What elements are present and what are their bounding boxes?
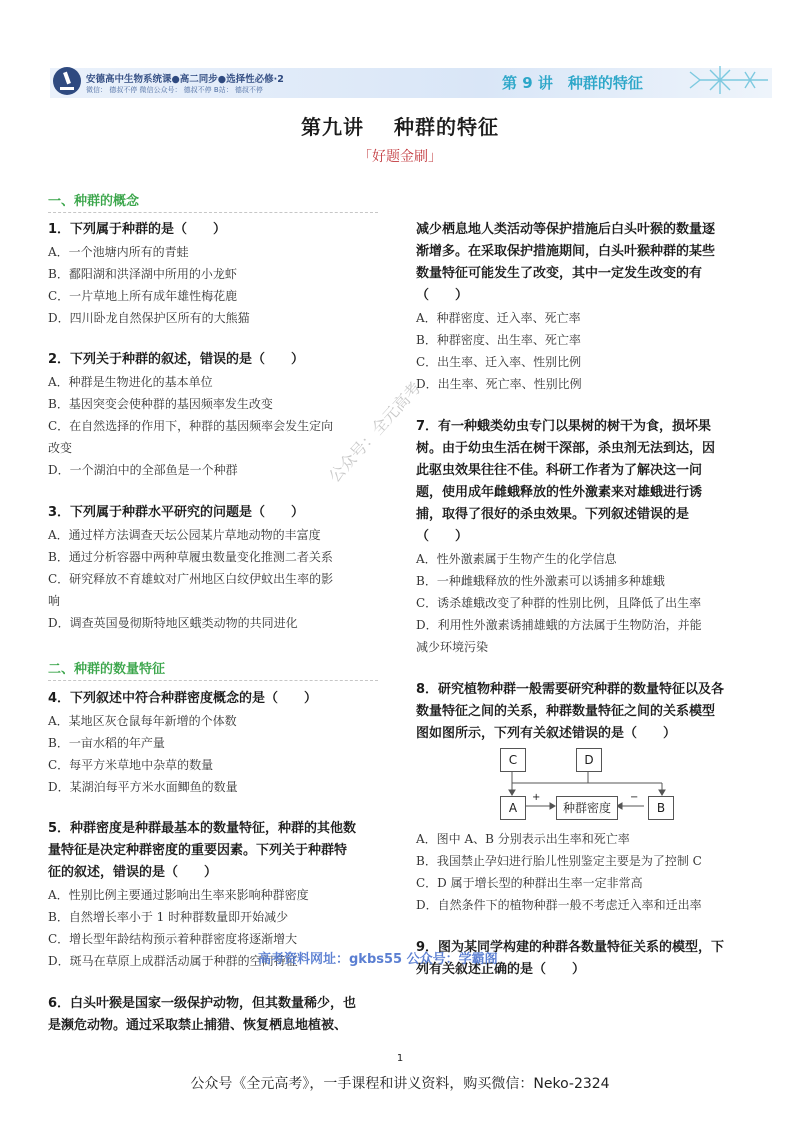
question-7-stem-line1: 7．有一种蛾类幼虫专门以果树的树干为食，损坏果 — [416, 419, 712, 434]
question-8-option-d: D．自然条件下的植物种群一般不考虑迁入率和迁出率 — [416, 898, 702, 912]
question-4-option-c: C．每平方米草地中杂草的数量 — [48, 758, 214, 772]
question-8-stem-line1: 8．研究植物种群一般需要研究种群的数量特征以及各 — [416, 682, 725, 697]
question-6-stem-line1: 6．白头叶猴是国家一级保护动物，但其数量稀少，也 — [48, 996, 357, 1011]
question-2-option-d: D．一个湖泊中的全部鱼是一个种群 — [48, 463, 238, 477]
diagram-node-b: B — [648, 796, 674, 820]
question-8-stem-line3: 图如图所示，下列有关叙述错误的是（ ） — [416, 726, 677, 741]
question-5-stem-line3: 征的叙述，错误的是（ ） — [48, 865, 218, 880]
question-5-stem-line1: 5．种群密度是种群最基本的数量特征，种群的其他数 — [48, 821, 357, 836]
question-3-option-a: A．通过样方法调查天坛公园某片草地动物的丰富度 — [48, 528, 321, 542]
question-2-option-c: C．在自然选择的作用下，种群的基因频率会发生定向 — [48, 419, 334, 433]
title-topic: 种群的特征 — [394, 115, 499, 139]
question-7-stem-line6: （ ） — [416, 529, 469, 544]
question-3-option-c-cont: 响 — [48, 594, 61, 608]
question-7-stem-line4: 题，使用成年雌蛾释放的性外激素来对雄蛾进行诱 — [416, 485, 703, 500]
question-7-option-a: A．性外激素属于生物产生的化学信息 — [416, 552, 617, 566]
question-7-stem-line3: 此驱虫效果往往不佳。科研工作者为了解决这一问 — [416, 463, 703, 478]
diagram-node-c: C — [500, 748, 526, 772]
footer-notice: 公众号《全元高考》，一手课程和讲义资料，购买微信：Neko-2324 — [190, 1076, 610, 1092]
question-3-option-c: C．研究释放不育雄蚊对广州地区白纹伊蚊出生率的影 — [48, 572, 334, 586]
question-2-stem: 2．下列关于种群的叙述，错误的是（ ） — [48, 352, 305, 367]
snowflake-decoration-icon — [670, 62, 770, 98]
page-subtitle: 「好题金刷」 — [358, 149, 442, 165]
question-7-option-d: D．利用性外激素诱捕雄蛾的方法属于生物防治，并能 — [416, 618, 702, 632]
question-5-option-d: D．斑马在草原上成群活动属于种群的空间特征 — [48, 954, 298, 968]
question-8-stem-line2: 数量特征之间的关系，种群数量特征之间的关系模型 — [416, 704, 716, 719]
question-6-option-a: A．种群密度、迁入率、死亡率 — [416, 311, 581, 325]
question-7-option-c: C．诱杀雄蛾改变了种群的性别比例，且降低了出生率 — [416, 596, 702, 610]
question-1-stem: 1．下列属于种群的是（ ） — [48, 222, 227, 237]
diagram-plus-sign: + — [532, 792, 541, 803]
question-6-stem-line6: （ ） — [416, 288, 469, 303]
population-model-diagram — [492, 748, 682, 824]
question-6-stem-line5: 数量特征可能发生了改变，其中一定发生改变的有 — [416, 266, 703, 281]
question-4-option-d: D．某湖泊每平方米水面鲫鱼的数量 — [48, 780, 238, 794]
diagram-node-d: D — [576, 748, 602, 772]
question-4-option-a: A．某地区灰仓鼠每年新增的个体数 — [48, 714, 237, 728]
title-lecture-number: 第九讲 — [301, 115, 364, 139]
question-5-stem-line2: 量特征是决定种群密度的重要因素。下列关于种群特 — [48, 843, 348, 858]
question-3-stem: 3．下列属于种群水平研究的问题是（ ） — [48, 505, 305, 520]
page-title — [0, 111, 800, 140]
watermark-banner: 高考资料网址：gkbs55 公众号：学霸阁 — [258, 952, 498, 967]
question-4-option-b: B．一亩水稻的年产量 — [48, 736, 165, 750]
question-5-option-b: B．自然增长率小于 1 时种群数量即开始减少 — [48, 910, 289, 924]
question-6-stem-line2: 是濒危动物。通过采取禁止捕猎、恢复栖息地植被、 — [48, 1018, 348, 1033]
question-9-stem-line2: 列有关叙述正确的是（ ） — [416, 962, 586, 977]
question-8-option-c: C．D 属于增长型的种群出生率一定非常高 — [416, 876, 643, 890]
section-heading-quantity: 二、种群的数量特征 — [48, 662, 166, 677]
question-7-option-d-cont: 减少环境污染 — [416, 640, 489, 654]
question-7-stem-line2: 树。由于幼虫生活在树干深部，杀虫剂无法到达，因 — [416, 441, 716, 456]
question-4-stem: 4．下列叙述中符合种群密度概念的是（ ） — [48, 691, 318, 706]
question-2-option-c-cont: 改变 — [48, 441, 73, 455]
question-3-option-d: D．调查英国曼彻斯特地区蛾类动物的共同进化 — [48, 616, 298, 630]
question-6-option-d: D．出生率、死亡率、性别比例 — [416, 377, 582, 391]
header-contacts: 微信： 德叔不停 微信公众号： 德叔不停 B站： 德叔不停 — [86, 86, 263, 94]
question-6-option-c: C．出生率、迁入率、性别比例 — [416, 355, 582, 369]
question-1-option-b: B．鄱阳湖和洪泽湖中所用的小龙虾 — [48, 267, 237, 281]
question-2-option-a: A．种群是生物进化的基本单位 — [48, 375, 213, 389]
question-9-stem-line1: 9．图为某同学构建的种群各数量特征关系的模型，下 — [416, 940, 725, 955]
header-series: 安德高中生物系统课●高二同步●选择性必修·2 — [86, 74, 284, 85]
question-6-stem-line4: 渐增多。在采取保护措施期间，白头叶猴种群的某些 — [416, 244, 716, 259]
header-lecture-title: 第 9 讲 种群的特征 — [502, 74, 643, 92]
question-6-option-b: B．种群密度、出生率、死亡率 — [416, 333, 581, 347]
section-divider — [48, 212, 378, 213]
page-number: 1 — [396, 1053, 404, 1064]
question-1-option-c: C．一片草地上所有成年雄性梅花鹿 — [48, 289, 238, 303]
question-7-stem-line5: 捕，取得了很好的杀虫效果。下列叙述错误的是 — [416, 507, 690, 522]
section-divider — [48, 680, 378, 681]
question-3-option-b: B．通过分析容器中两种草履虫数量变化推测二者关系 — [48, 550, 333, 564]
microscope-logo-icon — [52, 66, 82, 96]
question-8-option-b: B．我国禁止孕妇进行胎儿性别鉴定主要是为了控制 C — [416, 854, 702, 868]
question-6-stem-line3: 减少栖息地人类活动等保护措施后白头叶猴的数量逐 — [416, 222, 716, 237]
question-1-option-a: A．一个池塘内所有的青蛙 — [48, 245, 189, 259]
question-5-option-a: A．性别比例主要通过影响出生率来影响种群密度 — [48, 888, 309, 902]
question-5-option-c: C．增长型年龄结构预示着种群密度将逐渐增大 — [48, 932, 298, 946]
page-header — [50, 60, 772, 100]
question-1-option-d: D．四川卧龙自然保护区所有的大熊猫 — [48, 311, 250, 325]
diagonal-watermark: 公众号：全元高考 — [324, 378, 425, 487]
diagram-node-density: 种群密度 — [556, 796, 618, 820]
diagram-minus-sign: − — [630, 792, 639, 803]
diagram-node-a: A — [500, 796, 526, 820]
question-2-option-b: B．基因突变会使种群的基因频率发生改变 — [48, 397, 273, 411]
section-heading-concept: 一、种群的概念 — [48, 194, 140, 209]
question-8-option-a: A．图中 A、B 分别表示出生率和死亡率 — [416, 832, 630, 846]
question-7-option-b: B．一种雌蛾释放的性外激素可以诱捕多种雄蛾 — [416, 574, 665, 588]
